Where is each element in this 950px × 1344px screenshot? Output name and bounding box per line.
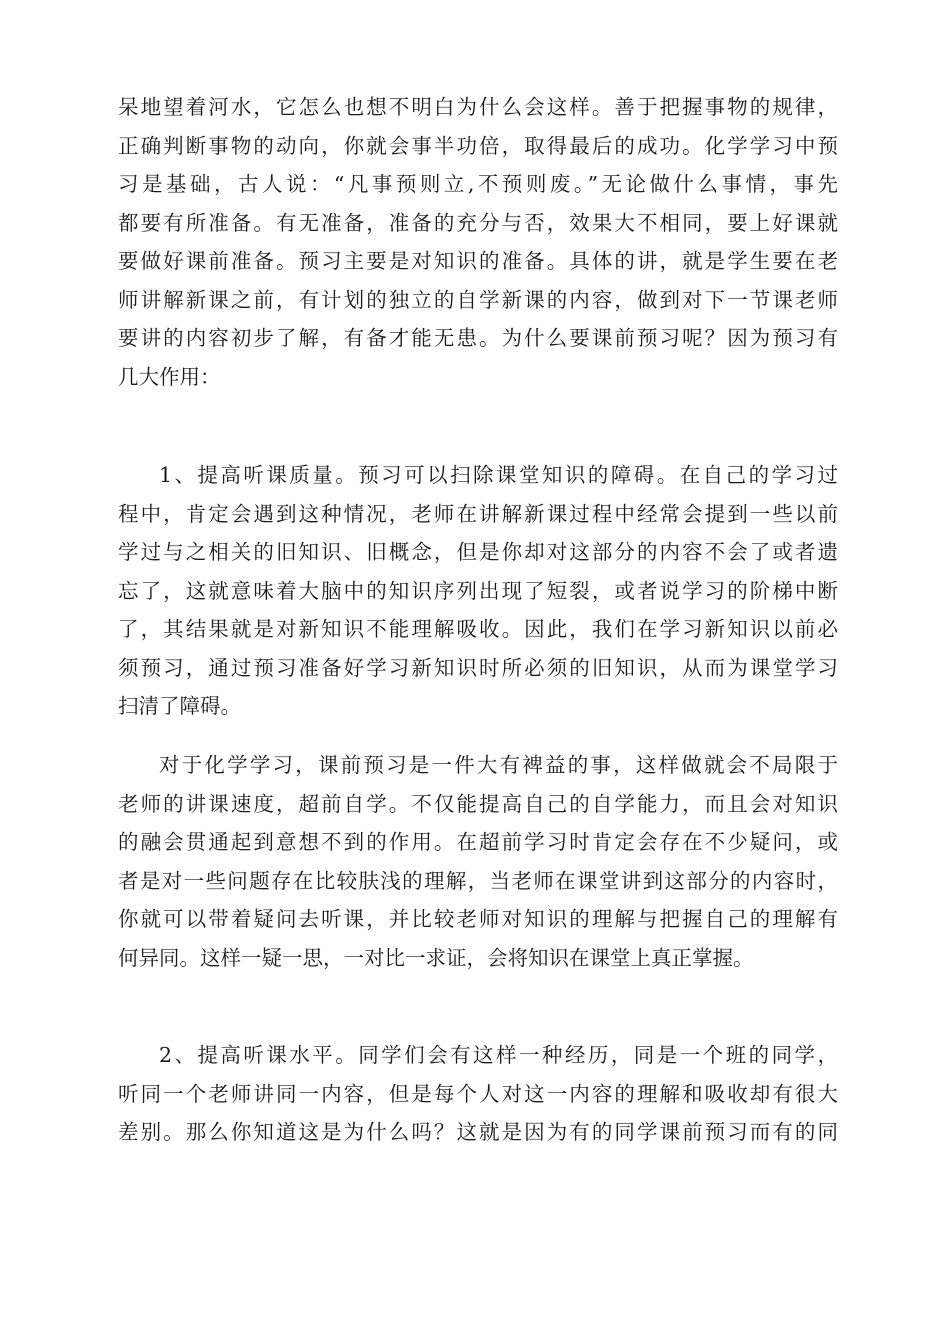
text-line: 几大作用：	[118, 364, 221, 389]
text-line: 须预习，通过预习准备好学习新知识时所必须的旧知识，从而为课堂学习	[118, 655, 838, 680]
text-line: 的融会贯通起到意想不到的作用。在超前学习时肯定会存在不少疑问，或	[118, 830, 838, 854]
text-line: 扫清了障碍。	[118, 694, 241, 718]
paragraph-point-1	[118, 456, 838, 726]
paragraph-point-2	[118, 1036, 838, 1152]
text-line: 忘了，这就意味着大脑中的知识序列出现了短裂，或者说学习的阶梯中断	[118, 578, 838, 603]
text-line: 学过与之相关的旧知识、旧概念，但是你却对这部分的内容不会了或者遗	[118, 540, 838, 564]
text-line: 习是基础，古人说：“凡事预则立,不预则废。”无论做什么事情，事先	[118, 172, 838, 196]
text-line: 2、提高听课水平。同学们会有这样一种经历，同是一个班的同学，	[159, 1043, 838, 1067]
text-line: 听同一个老师讲同一内容，但是每个人对这一内容的理解和吸收却有很大	[118, 1081, 838, 1106]
paragraph-intro	[118, 88, 838, 396]
text-line: 1、提高听课质量。预习可以扫除课堂知识的障碍。在自己的学习过	[159, 463, 838, 487]
text-line: 差别。那么你知道这是为什么吗？这就是因为有的同学课前预习而有的同	[118, 1120, 838, 1144]
text-line: 要讲的内容初步了解，有备才能无患。为什么要课前预习呢？因为预习有	[118, 326, 838, 350]
text-line: 师讲解新课之前，有计划的独立的自学新课的内容，做到对下一节课老师	[118, 287, 838, 312]
text-line: 对于化学学习，课前预习是一件大有裨益的事，这样做就会不局限于	[159, 753, 838, 777]
text-line: 都要有所准备。有无准备，准备的充分与否，效果大不相同，要上好课就	[118, 210, 838, 235]
text-line: 老师的讲课速度，超前自学。不仅能提高自己的自学能力，而且会对知识	[118, 791, 838, 816]
text-line: 呆地望着河水，它怎么也想不明白为什么会这样。善于把握事物的规律，	[118, 95, 838, 119]
text-line: 程中，肯定会遇到这种情况，老师在讲解新课过程中经常会提到一些以前	[118, 501, 838, 526]
text-line: 者是对一些问题存在比较肤浅的理解，当老师在课堂讲到这部分的内容时，	[118, 868, 838, 893]
text-line: 正确判断事物的动向，你就会事半功倍，取得最后的成功。化学学习中预	[118, 133, 838, 158]
text-line: 要做好课前准备。预习主要是对知识的准备。具体的讲，就是学生要在老	[118, 249, 838, 273]
text-line: 你就可以带着疑问去听课，并比较老师对知识的理解与把握自己的理解有	[118, 907, 838, 931]
text-line: 了，其结果就是对新知识不能理解吸收。因此，我们在学习新知识以前必	[118, 617, 838, 641]
text-line: 何异同。这样一疑一思，一对比一求证，会将知识在课堂上真正掌握。	[118, 945, 754, 970]
paragraph-chemistry-preview	[118, 746, 838, 977]
